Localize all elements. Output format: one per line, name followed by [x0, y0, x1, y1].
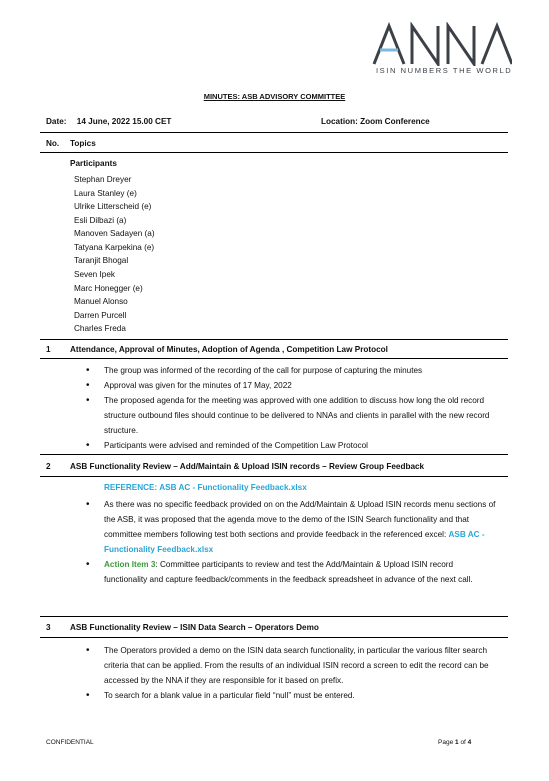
section-title: ASB Functionality Review – ISIN Data Search – Operators Demo: [70, 623, 319, 632]
section-title: ASB Functionality Review – Add/Maintain & Upload ISIN records – Review Group Feedback: [70, 462, 425, 471]
participant-name: Laura Stanley (e): [74, 189, 137, 198]
list-item: • The proposed agenda for the meeting was approved with one addition to discuss how long the old record structure outbound files should continue to be delivered to NNAs and clients in parallel with the new record structure.: [86, 393, 496, 438]
document-title: MINUTES: ASB ADVISORY COMMITTEE: [203, 92, 346, 101]
section-number: 1: [46, 345, 51, 354]
feedback-link[interactable]: ASB AC - Functionality Feedback.xlsx: [104, 530, 485, 554]
bullet-text: As there was no specific feedback provided on on the Add/Maintain & Upload ISIN records menu sections of the ASB, it was proposed that the agenda move to the demo of the ISIN Search functionality and that committee members following test both sections and provide feedback in the referenced excel:: [104, 500, 496, 539]
column-topics: Topics: [70, 139, 96, 148]
section-bullets: [86, 643, 496, 703]
list-item: [86, 497, 496, 557]
section-number: 3: [46, 623, 51, 632]
participant-name: Manoven Sadayen (a): [74, 229, 155, 238]
list-item: • Approval was given for the minutes of 17 May, 2022: [86, 378, 496, 393]
location-value: Zoom Conference: [360, 117, 430, 126]
location-label: Location:: [321, 117, 358, 126]
list-item: [86, 557, 496, 587]
action-item-label: Action Item 3: [104, 560, 156, 569]
list-item: • To search for a blank value in a particular field “null” must be entered.: [86, 688, 496, 703]
participant-name: Tatyana Karpekina (e): [74, 243, 155, 252]
section-bullets: [86, 363, 496, 453]
participants-heading: Participants: [70, 159, 117, 168]
participant-name: Seven Ipek: [74, 270, 115, 279]
location-row: [321, 117, 430, 126]
page-indicator: [438, 739, 471, 746]
participant-name: Marc Honegger (e): [74, 284, 143, 293]
reference-link[interactable]: REFERENCE: ASB AC - Functionality Feedback.xlsx: [104, 483, 307, 492]
section-bullets: [86, 497, 496, 587]
page-label: Page: [438, 739, 454, 746]
column-no: No.: [46, 139, 60, 148]
section-number: 2: [46, 462, 51, 471]
participant-name: Manuel Alonso: [74, 297, 128, 306]
list-item: • The group was informed of the recording of the call for purpose of capturing the minutes: [86, 363, 496, 378]
participant-name: Taranjit Bhogal: [74, 256, 129, 265]
divider: [40, 152, 508, 153]
divider: [40, 339, 508, 340]
logo-tagline: ISIN NUMBERS THE WORLD: [376, 66, 513, 75]
footer-confidential: CONFIDENTIAL: [46, 739, 94, 746]
page-number: 1: [455, 739, 459, 746]
page-total: 4: [467, 739, 472, 746]
divider: [40, 476, 508, 477]
action-item-text: : Committee participants to review and test the Add/Maintain & Upload ISIN record functionality and capture feedback/comments in the feedback spreadsheet in advance of the next call.: [104, 560, 473, 584]
date-label: Date:: [46, 117, 67, 126]
anna-logo: [372, 22, 512, 66]
participant-name: Ulrike Litterscheid (e): [74, 202, 152, 211]
date-row: [46, 117, 171, 126]
participant-name: Esli Dilbazi (a): [74, 216, 127, 225]
participant-name: Stephan Dreyer: [74, 175, 132, 184]
list-item: • The Operators provided a demo on the ISIN data search functionality, in particular the various filter search criteria that can be applied. From the results of an individual ISIN record a screen to edit the record can be accessed by the NNA if they are responsible for it based on prefix.: [86, 643, 496, 688]
divider: [40, 637, 508, 638]
participant-name: Charles Freda: [74, 324, 126, 333]
participant-name: Darren Purcell: [74, 311, 127, 320]
of-label: of: [460, 739, 466, 746]
divider: [40, 616, 508, 617]
divider: [40, 358, 508, 359]
divider: [40, 132, 508, 133]
date-value: 14 June, 2022 15.00 CET: [76, 117, 172, 126]
list-item: • Participants were advised and reminded of the Competition Law Protocol: [86, 438, 496, 453]
section-title: Attendance, Approval of Minutes, Adoption of Agenda , Competition Law Protocol: [70, 345, 388, 354]
divider: [40, 454, 508, 455]
